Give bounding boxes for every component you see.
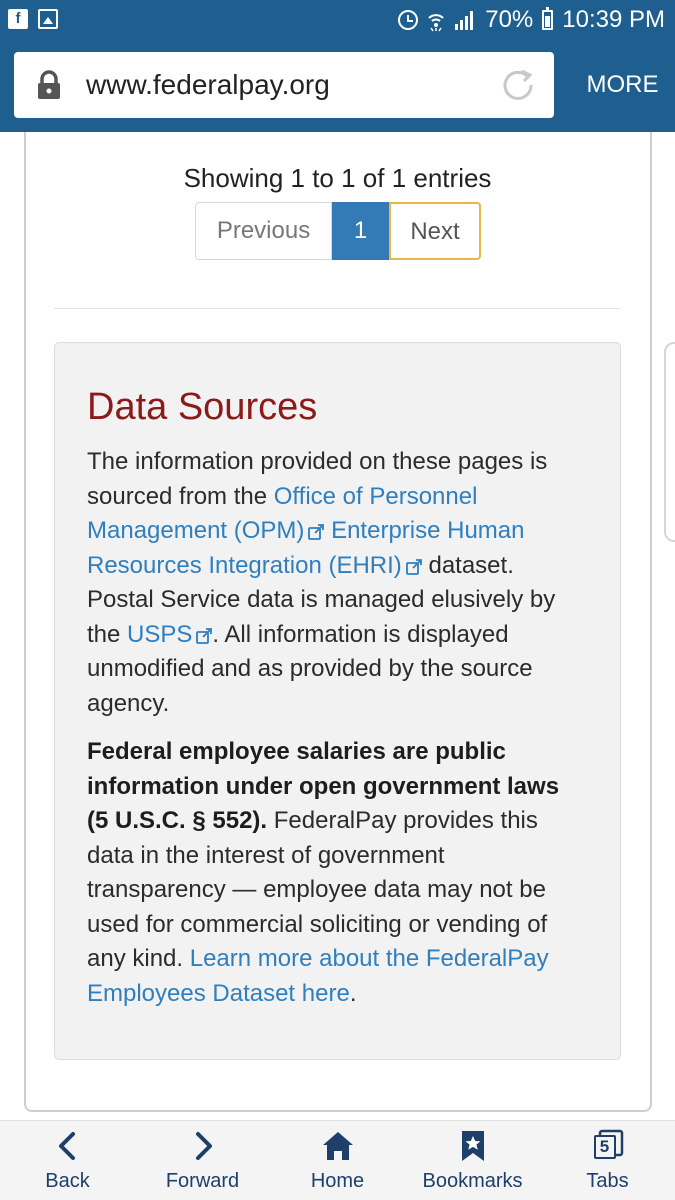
browser-bottom-nav: [0, 1120, 675, 1200]
bookmarks-button[interactable]: [405, 1121, 540, 1200]
learn-more-link[interactable]: Learn more about the FederalPay Employees Dataset here: [87, 945, 549, 1007]
wifi-icon: [427, 10, 445, 30]
status-bar: [0, 0, 675, 40]
battery-icon: [542, 10, 553, 30]
back-arrow-icon: [51, 1129, 85, 1163]
public-law-statement: Federal employee salaries are public information under open government laws (5 U.S.C. § 552).: [87, 738, 560, 834]
opm-link[interactable]: Office of Personnel Management (OPM): [87, 482, 478, 544]
tabs-button[interactable]: [540, 1121, 675, 1200]
text: The information provided on these pages is sourced from the: [87, 448, 548, 510]
entries-info: Showing 1 to 1 of 1 entries: [183, 163, 492, 193]
tab-count: 5: [594, 1135, 616, 1159]
browser-toolbar: [0, 40, 675, 132]
alarm-icon: [398, 10, 418, 30]
forward-arrow-icon: [186, 1129, 220, 1163]
text: dataset. Postal Service data is managed elusively by the: [87, 551, 556, 648]
bookmark-star-icon: [456, 1129, 490, 1163]
home-label: Home: [310, 1170, 365, 1192]
back-button[interactable]: [0, 1121, 135, 1200]
tabs-icon: [591, 1129, 625, 1163]
forward-label: Forward: [165, 1170, 240, 1192]
data-sources-paragraph: [87, 445, 587, 721]
signal-icon: [454, 10, 476, 30]
bookmarks-label: Bookmarks: [422, 1170, 523, 1192]
tabs-label: Tabs: [586, 1170, 629, 1192]
usps-link[interactable]: USPS: [127, 620, 193, 648]
data-sources-panel: [54, 342, 621, 1060]
facebook-icon: f: [8, 9, 28, 29]
more-button[interactable]: MORE: [586, 71, 659, 98]
battery-percent: 70%: [485, 6, 534, 33]
reload-icon[interactable]: [500, 67, 536, 103]
forward-button[interactable]: [135, 1121, 270, 1200]
edge-panel-handle[interactable]: [664, 342, 675, 542]
notification-icons: [8, 9, 58, 29]
url-bar[interactable]: [14, 52, 554, 118]
clock: 10:39 PM: [562, 6, 665, 33]
lock-icon: [36, 70, 62, 100]
next-button[interactable]: Next: [389, 202, 481, 260]
back-label: Back: [45, 1170, 90, 1192]
previous-button[interactable]: Previous: [195, 202, 332, 260]
divider: [54, 308, 621, 309]
web-content[interactable]: [0, 132, 675, 1120]
text: . All information is displayed unmodified and as provided by the source agency.: [87, 620, 533, 717]
data-sources-title: Data Sources: [87, 386, 318, 428]
external-link-icon: [196, 628, 212, 644]
public-info-paragraph: [87, 735, 587, 1011]
text: FederalPay provides this data in the interest of government transparency — employee data may not be used for commercial soliciting or vending of any kind.: [87, 807, 548, 972]
home-button[interactable]: [270, 1121, 405, 1200]
external-link-icon: [308, 524, 324, 540]
external-link-icon: [406, 559, 422, 575]
home-icon: [321, 1129, 355, 1163]
ehri-link[interactable]: Enterprise Human Resources Integration (EHRI): [87, 517, 525, 579]
text: .: [349, 979, 357, 1007]
page-1-button[interactable]: 1: [332, 202, 389, 260]
image-icon: [38, 9, 58, 29]
system-status: [398, 6, 665, 34]
pagination: [195, 202, 481, 260]
url-text[interactable]: www.federalpay.org: [86, 69, 330, 100]
